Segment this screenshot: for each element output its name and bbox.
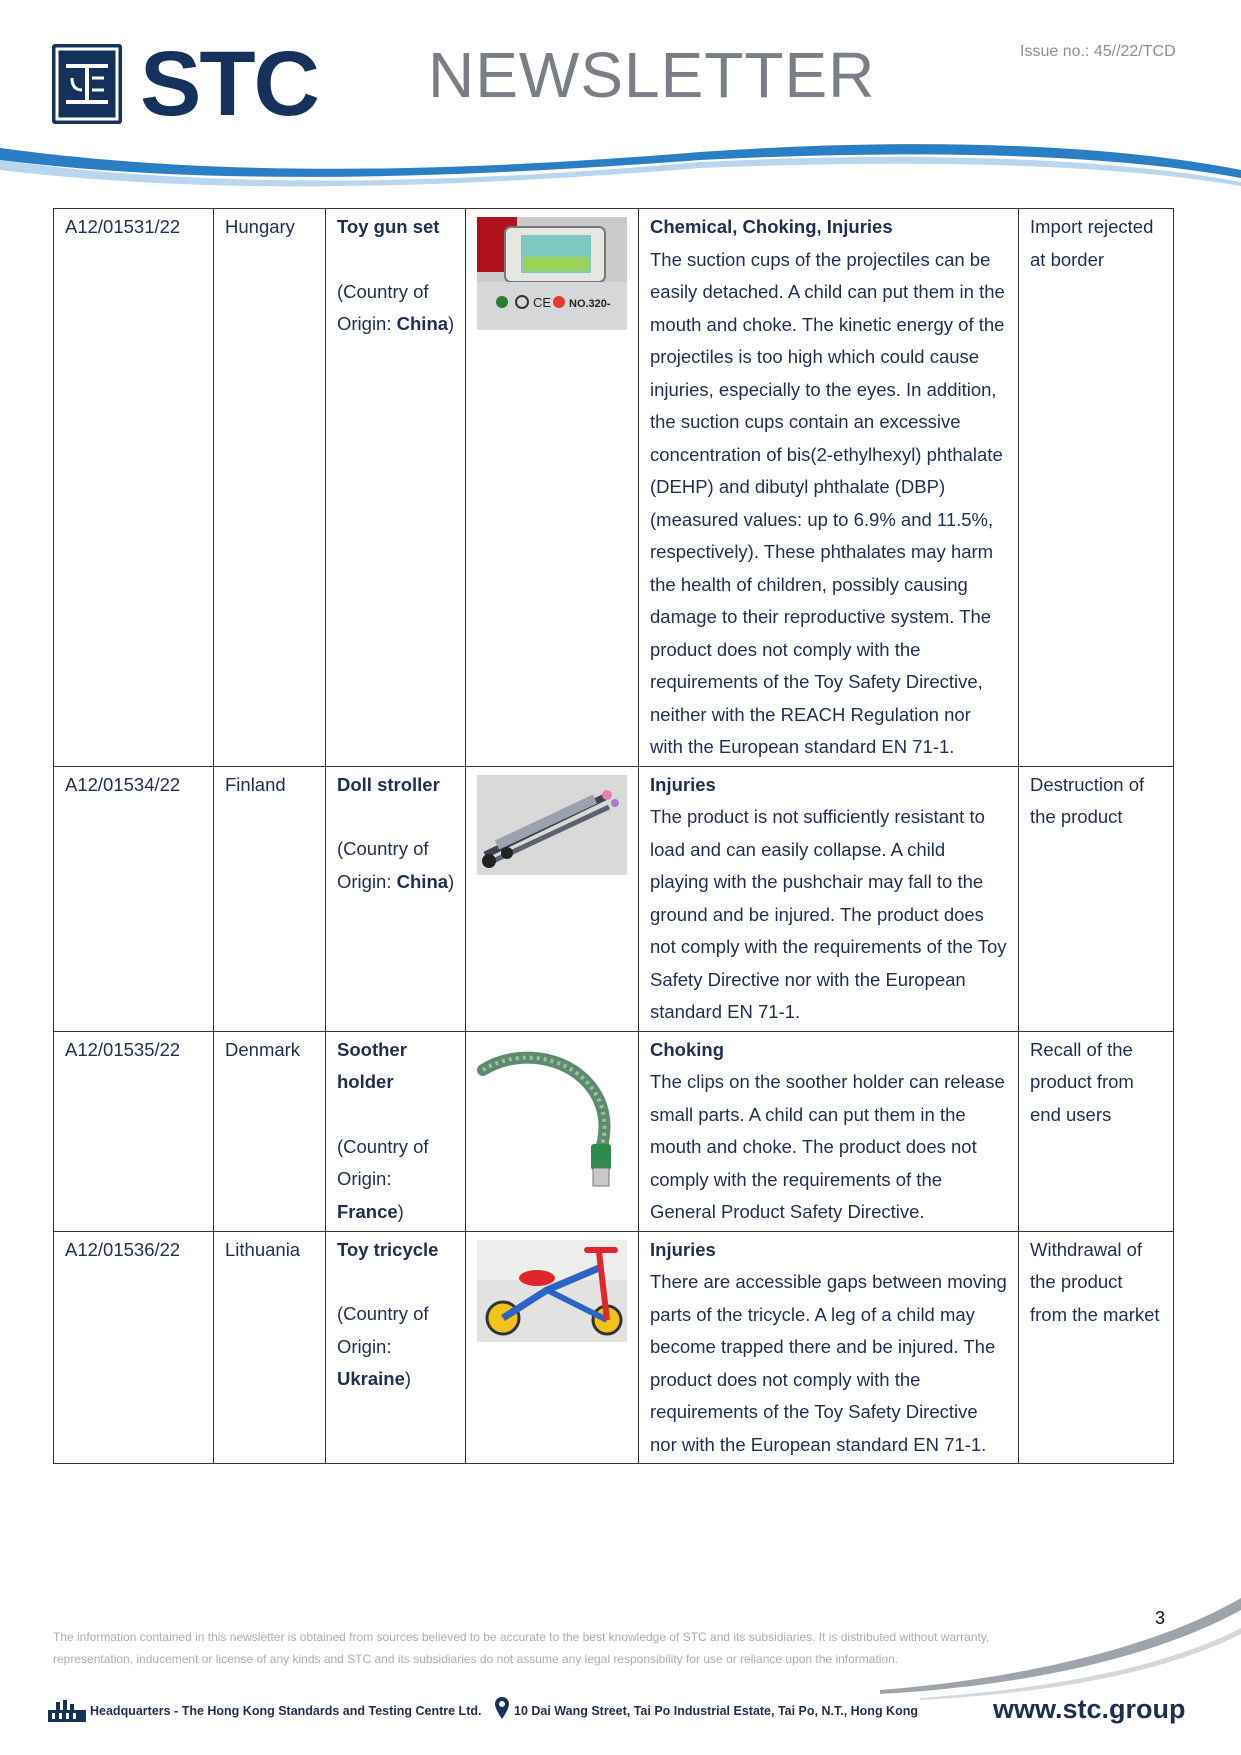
location-pin-icon: [495, 1697, 509, 1719]
product-name: Toy gun set: [337, 216, 440, 237]
reference-cell: A12/01535/22: [54, 1031, 214, 1231]
table-row: [54, 1031, 1174, 1231]
origin-prefix: (Country of Origin:: [337, 280, 429, 334]
product-name: Doll stroller: [337, 773, 440, 795]
reference-cell: A12/01531/22: [54, 209, 214, 767]
stc-logo-icon: [52, 44, 142, 128]
toy-tricycle-icon: [477, 1240, 627, 1342]
risk-type: Injuries: [650, 1238, 716, 1260]
table-row: [54, 766, 1174, 1031]
building-icon: [48, 1700, 86, 1722]
origin-country: Ukraine: [337, 1368, 405, 1389]
image-cell: [466, 209, 639, 767]
risk-cell: [639, 209, 1019, 767]
product-name: Soother holder: [337, 1038, 407, 1092]
origin-prefix: (Country of Origin:: [337, 838, 429, 892]
country-cell: Hungary: [214, 209, 326, 767]
risk-type: Chemical, Choking, Injuries: [650, 216, 893, 237]
table-row: [54, 209, 1174, 767]
stc-logo-text: STC: [140, 33, 318, 135]
footer-bar: [48, 1692, 1198, 1732]
risk-cell: [639, 766, 1019, 1031]
measure-cell: Recall of the product from end users: [1019, 1031, 1174, 1231]
product-cell: Doll stroller (Country of Origin: China): [326, 766, 466, 1031]
origin-country: China: [396, 870, 449, 892]
country-cell: Lithuania: [214, 1231, 326, 1464]
risk-description: The suction cups of the projectiles can be easily detached. A child can put them in the mouth and choke. The kinetic energy of the projectiles is too high which could cause injuries, especially to the eyes. In addition, the suction cups contain an excessive concentration of bis(2-ethylhexyl) phthalate (DEHP) and dibutyl phthalate (DBP) (measured values: up to 6.9% and 11.5%, respectively). These phthalates may harm the health of children, possibly causing damage to their reproductive system. The product does not comply with the requirements of the Toy Safety Directive, neither with the REACH Regulation nor with the European standard EN 71-1.: [650, 248, 1005, 757]
image-cell: [466, 766, 639, 1031]
risk-description: The clips on the soother holder can release small parts. A child can put them in the mouth and choke. The product does not comply with the requirements of the General Product Safety Directive.: [650, 1071, 1005, 1222]
page-header: [0, 0, 1241, 200]
reference-cell: A12/01534/22: [54, 766, 214, 1031]
image-cell: [466, 1031, 639, 1231]
website-link[interactable]: www.stc.group: [993, 1694, 1186, 1724]
package-label: NO.320-: [569, 298, 611, 310]
risk-cell: [639, 1231, 1019, 1464]
country-cell: Denmark: [214, 1031, 326, 1231]
risk-cell: [639, 1031, 1019, 1231]
header-swoosh: [0, 130, 1241, 200]
product-cell: Toy tricycle (Country of Origin: Ukraine): [326, 1231, 466, 1464]
product-name: Toy tricycle: [337, 1238, 439, 1260]
table-row: [54, 1231, 1174, 1464]
measure-cell: Destruction of the product: [1019, 766, 1174, 1031]
risk-description: The product is not sufficiently resistant to load and can easily collapse. A child playing with the pushchair may fall to the ground and be injured. The product does not comply with the requirements of the Toy Safety Directive nor with the European standard EN 71-1.: [650, 806, 1007, 1022]
disclaimer-text: The information contained in this newsletter is obtained from sources believed to be accurate to the best knowledge of STC and its subsidiaries. It is distributed without warranty, representation, inducement or license of any kinds and STC and its subsidiaries do not assume any legal responsibility for use or reliance upon the information.: [53, 1630, 990, 1666]
headquarters-text: Headquarters - The Hong Kong Standards and Testing Centre Ltd.: [90, 1704, 482, 1718]
doll-stroller-icon: [477, 775, 627, 875]
risk-description: There are accessible gaps between moving parts of the tricycle. A leg of a child may become trapped there and be injured. The product does not comply with the requirements of the Toy Safety Directive nor with the European standard EN 71-1.: [650, 1271, 1007, 1455]
origin-country: China: [396, 313, 449, 334]
soother-holder-icon: [477, 1040, 627, 1190]
origin-prefix: (Country of Origin:: [337, 1303, 429, 1357]
risk-type: Choking: [650, 1038, 724, 1060]
reference-cell: A12/01536/22: [54, 1231, 214, 1464]
origin-prefix: (Country of Origin:: [337, 1135, 429, 1189]
measure-cell: Withdrawal of the product from the market: [1019, 1231, 1174, 1464]
country-cell: Finland: [214, 766, 326, 1031]
toy-gun-package-icon: [477, 217, 627, 330]
product-cell: Toy gun set (Country of Origin: China): [326, 209, 466, 767]
product-alert-table: [53, 208, 1174, 1464]
risk-type: Injuries: [650, 773, 716, 795]
image-cell: [466, 1231, 639, 1464]
address-text: 10 Dai Wang Street, Tai Po Industrial Estate, Tai Po, N.T., Hong Kong: [514, 1704, 918, 1718]
origin-country: France: [337, 1200, 398, 1222]
measure-cell: Import rejected at border: [1019, 209, 1174, 767]
page-number: 3: [1155, 1608, 1166, 1628]
svg-text:CE: CE: [533, 295, 552, 310]
product-cell: Soother holder (Country of Origin: France): [326, 1031, 466, 1231]
issue-number: Issue no.: 45//22/TCD: [1020, 43, 1176, 60]
newsletter-title: NEWSLETTER: [428, 39, 876, 111]
